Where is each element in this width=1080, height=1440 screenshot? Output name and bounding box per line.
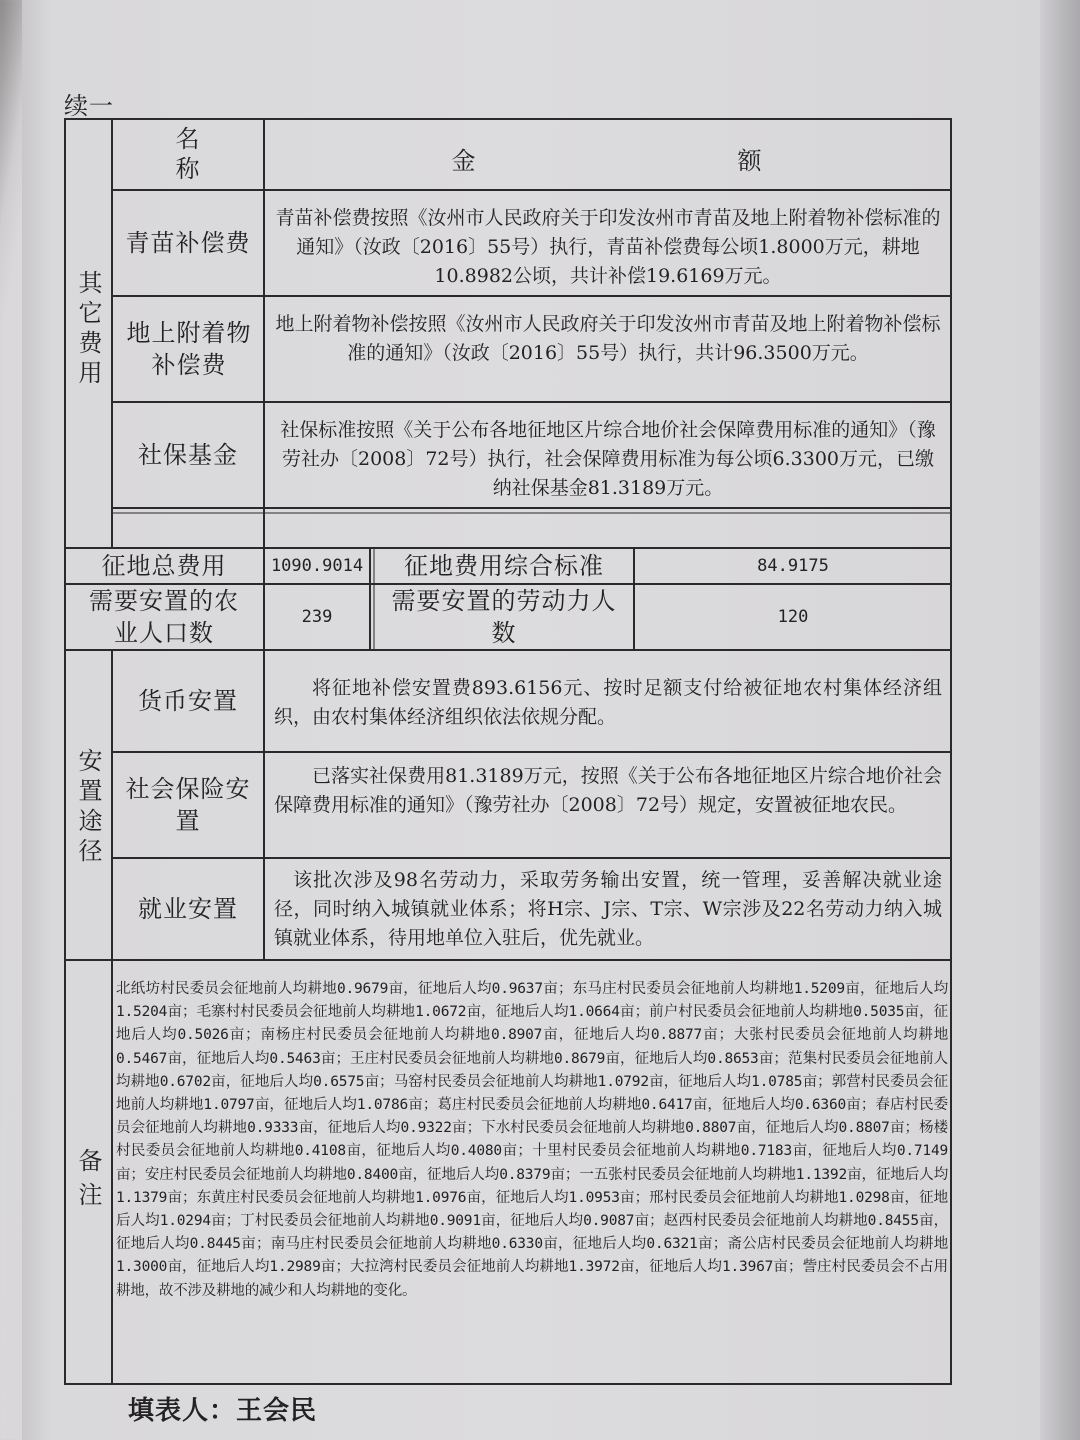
total-fee-label: 征地总费用 (101, 552, 227, 580)
header-name: 名 称 (175, 125, 201, 183)
row-name-cash-resettlement: 货币安置 (138, 687, 238, 715)
row-name-employment-resettlement: 就业安置 (138, 895, 238, 923)
row-text-cash-resettlement: 将征地补偿安置费893.6156元、按时足额支付给被征地农村集体经济组织，由农村集体经济组织依法依规分配。 (274, 677, 942, 728)
remarks-label: 备注 (74, 1148, 102, 1216)
labor-count-value: 120 (777, 607, 809, 627)
continuation-label: 续一 (64, 92, 114, 120)
agri-population-label: 需要安置的农业人口数 (89, 587, 239, 647)
land-acquisition-table (64, 118, 952, 1385)
header-amount-right: 额 (737, 147, 763, 175)
header-amount-left: 金 (451, 147, 477, 175)
total-fee-value: 1090.9014 (270, 556, 364, 576)
row-text-employment-resettlement: 该批次涉及98名劳动力，采取劳务输出安置，统一管理，妥善解决就业途径，同时纳入城镇就业体系；将H宗、J宗、T宗、W宗涉及22名劳动力纳入城镇就业体系，待用地单位入驻后，优先就业。 (274, 869, 942, 949)
row-name-attachment-compensation: 地上附着物补偿费 (126, 319, 252, 379)
resettlement-group-label: 安置途径 (74, 748, 102, 868)
fee-standard-label: 征地费用综合标准 (404, 552, 604, 580)
row-text-social-insurance-resettlement: 已落实社保费用81.3189万元，按照《关于公布各地征地区片综合地价社会保障费用标准的通知》（豫劳社办〔2008〕72号）规定，安置被征地农民。 (274, 765, 942, 816)
form-filler: 填表人：王会民 (128, 1396, 318, 1426)
other-fees-group-label: 其它费用 (74, 270, 102, 390)
row-name-social-security-fund: 社保基金 (138, 441, 238, 469)
row-text-social-security-fund: 社保标准按照《关于公布各地征地区片综合地价社会保障费用标准的通知》（豫劳社办〔2008〕72号）执行，社会保障费用标准为每公顷6.3300万元，已缴纳社保基金81.3189万元。 (280, 419, 936, 499)
fee-standard-value: 84.9175 (757, 556, 829, 576)
agri-population-value: 239 (301, 607, 333, 627)
remarks-text: 北纸坊村民委员会征地前人均耕地0.9679亩，征地后人均0.9637亩；东马庄村民委员会征地前人均耕地1.5209亩，征地后人均1.5204亩；毛寨村村民委员会征地前人均耕地1.0672亩，征地后人均1.0664亩；前户村民委员会征地前人均耕地0.5035亩，征地后人均0.5026亩；南杨庄村民委员会征地前人均耕地0.8907亩，征地后人均0.8877亩；大张村民委员会征地前人均耕地0.5467亩，征地后人均0.5463亩；王庄村民委员会征地前人均耕地0.8679亩，征地后人均0.8653亩；范集村民委员会征地前人均耕地0.6702亩，征地后人均0.6575亩；马窑村民委员会征地前人均耕地1.0792亩，征地后人均1.0785亩；郭营村民委员会征地前人均耕地1.0797亩，征地后人均1.0786亩；葛庄村民委员会征地前人均耕地0.6417亩，征地后人均0.6360亩；春店村民委员会征地前人均耕地0.9333亩，征地后人均0.9322亩；下水村民委员会征地前人均耕地0.8807亩，征地后人均0.8807亩；杨楼村民委员会征地前人均耕地0.4108亩，征地后人均0.4080亩；十里村民委员会征地前人均耕地0.7183亩，征地后人均0.7149亩；安庄村民委员会征地前人均耕地0.8400亩，征地后人均0.8379亩；一五张村民委员会征地前人均耕地1.1392亩，征地后人均1.1379亩；东黄庄村民委员会征地前人均耕地1.0976亩，征地后人均1.0953亩；邢村民委员会征地前人均耕地1.0298亩，征地后人均1.0294亩；丁村民委员会征地前人均耕地0.9091亩，征地后人均0.9087亩；赵西村民委员会征地前人均耕地0.8455亩，征地后人均0.8445亩；南马庄村民委员会征地前人均耕地0.6330亩，征地后人均0.6321亩；斋公店村民委员会征地前人均耕地1.3000亩，征地后人均1.2989亩；大拉湾村民委员会征地前人均耕地1.3972亩，征地后人均1.3967亩；訾庄村民委员会不占用耕地，故不涉及耕地的减少和人均耕地的变化。 (116, 981, 948, 1299)
row-text-seedling-compensation: 青苗补偿费按照《汝州市人民政府关于印发汝州市青苗及地上附着物补偿标准的通知》（汝政〔2016〕55号）执行，青苗补偿费每公顷1.8000万元，耕地10.8982公顷，共计补偿19.6169万元。 (275, 207, 941, 287)
labor-count-label: 需要安置的劳动力人数 (391, 587, 617, 647)
page-stack-edge (1040, 0, 1080, 1440)
row-name-seedling-compensation: 青苗补偿费 (125, 229, 251, 257)
row-text-attachment-compensation: 地上附着物补偿按照《汝州市人民政府关于印发汝州市青苗及地上附着物补偿标准的通知》（汝政〔2016〕55号）执行，共计96.3500万元。 (275, 313, 941, 364)
row-name-social-insurance-resettlement: 社会保险安置 (125, 775, 251, 835)
